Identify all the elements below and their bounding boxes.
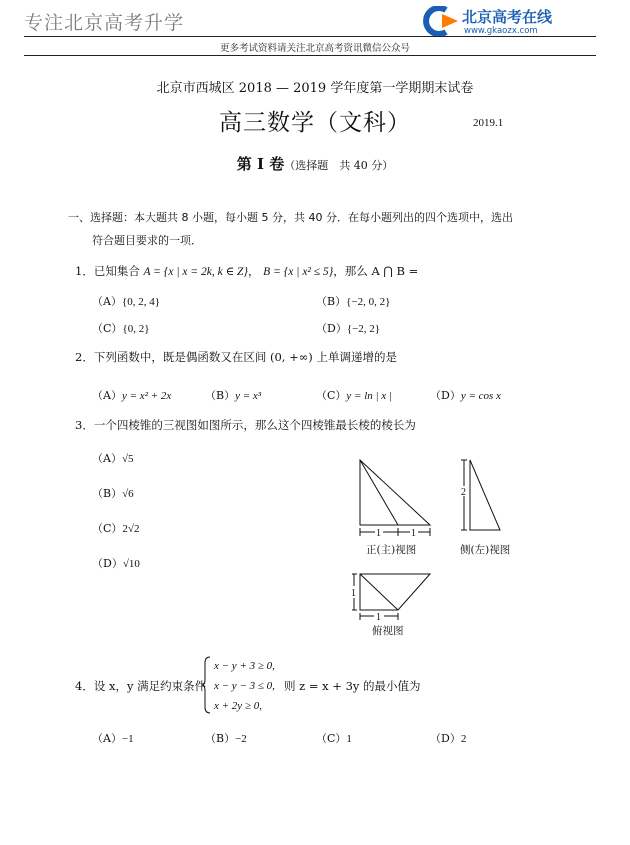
option-text: y = x³ — [235, 390, 262, 402]
constraint-line: x − y + 3 ≥ 0, — [214, 660, 275, 672]
q3-option-b[interactable] — [92, 485, 134, 501]
q4-option-d[interactable] — [430, 730, 466, 746]
q2-option-c[interactable] — [316, 387, 392, 403]
exam-title: 高三数学（文科） — [219, 110, 411, 136]
constraint-brace — [202, 656, 212, 714]
brand-url: www.gkaozx.com — [464, 26, 538, 36]
option-text: {−2, 2} — [346, 323, 381, 335]
option-text: y = x² + 2x — [121, 390, 172, 402]
option-text: 2 — [460, 733, 467, 745]
option-text: −1 — [121, 733, 134, 745]
section-instruction-line2: 符合题目要求的一项． — [92, 234, 202, 247]
stem-sep: ， — [248, 264, 260, 278]
dim-label: 1 — [376, 612, 381, 623]
q4-option-c[interactable] — [316, 730, 352, 746]
dim-label: 2 — [461, 487, 466, 498]
exam-date: 2019.1 — [473, 117, 504, 129]
stem-text: ，那么 A ⋂ B = — [333, 264, 419, 278]
stem-text: 下列函数中，既是偶函数又在区间 (0, +∞) 上单调递增的是 — [93, 350, 397, 364]
option-label: （C） — [316, 389, 347, 402]
option-label: （C） — [92, 322, 123, 335]
part-title: 第 I 卷 — [236, 155, 285, 173]
top-view-label: 俯视图 — [372, 625, 404, 637]
front-view-label: 正(主)视图 — [366, 544, 417, 556]
option-text: y = cos x — [460, 390, 501, 402]
option-label: （D） — [430, 389, 461, 402]
option-text: 1 — [346, 733, 352, 745]
top-view — [352, 574, 430, 620]
stem-text: 设 x，y 满足约束条件 — [93, 679, 207, 693]
question-1-stem — [75, 264, 418, 279]
option-label: （A） — [92, 295, 122, 308]
option-text: {0, 2, 4} — [121, 296, 161, 308]
option-label: （B） — [205, 732, 236, 745]
set-a: A = {x | x = 2k, k ∈ Z} — [143, 266, 249, 278]
question-number: 2． — [75, 350, 94, 364]
option-text: y = ln | x | — [346, 390, 392, 402]
option-label: （B） — [205, 389, 236, 402]
option-text: {−2, 0, 2} — [346, 296, 391, 308]
option-label: （D） — [92, 557, 123, 570]
q1-option-a[interactable] — [92, 293, 160, 309]
stem-text: 已知集合 — [93, 264, 140, 278]
option-label: （D） — [430, 732, 461, 745]
question-4-stem-suffix: 则 z = x + 3y 的最小值为 — [284, 679, 421, 693]
question-number: 1． — [75, 264, 94, 278]
question-3-stem — [75, 418, 416, 432]
side-view-label: 侧(左)视图 — [460, 544, 511, 556]
option-label: （B） — [92, 487, 123, 500]
option-label: （B） — [316, 295, 347, 308]
stem-text: 一个四棱锥的三视图如图所示，那么这个四棱锥最长棱的棱长为 — [93, 418, 416, 432]
dim-label: 1 — [411, 528, 416, 539]
q1-option-c[interactable] — [92, 320, 149, 336]
question-number: 4． — [75, 679, 94, 693]
set-b: B = {x | x² ≤ 5} — [263, 266, 334, 278]
q3-option-d[interactable] — [92, 555, 140, 571]
option-text: √5 — [121, 453, 134, 465]
brand-logo — [418, 6, 578, 40]
q1-option-d[interactable] — [316, 320, 380, 336]
brand-logo-icon — [418, 6, 460, 36]
side-view — [461, 460, 500, 530]
question-2-stem — [75, 350, 397, 364]
option-label: （C） — [316, 732, 347, 745]
constraint-line: x + 2y ≥ 0, — [214, 700, 262, 712]
option-label: （D） — [316, 322, 347, 335]
q4-option-b[interactable] — [205, 730, 247, 746]
header-notice: 更多考试资料请关注北京高考资讯微信公众号 — [219, 43, 410, 54]
dim-label: 1 — [351, 588, 356, 599]
q3-figure — [330, 450, 540, 650]
constraint-system — [214, 656, 275, 716]
brand-name: 北京高考在线 — [462, 8, 553, 26]
option-text: √10 — [122, 558, 140, 570]
q1-option-b[interactable] — [316, 293, 390, 309]
option-text: √6 — [122, 488, 134, 500]
q4-option-a[interactable] — [92, 730, 134, 746]
part-heading — [0, 153, 630, 174]
option-text: −2 — [235, 733, 247, 745]
header-rule-top — [24, 36, 596, 37]
section-instruction-line1: 一、选择题：本大题共 8 小题，每小题 5 分，共 40 分．在每小题列出的四个选项中，选出 — [68, 211, 513, 224]
question-4-stem-prefix — [75, 679, 206, 693]
option-text: 2√2 — [122, 523, 140, 535]
q2-option-a[interactable] — [92, 387, 171, 403]
front-view — [360, 460, 430, 536]
option-label: （A） — [92, 452, 122, 465]
q3-option-c[interactable] — [92, 520, 139, 536]
constraint-line: x − y − 3 ≤ 0, — [214, 680, 275, 692]
header-rule-bottom — [24, 55, 596, 56]
option-label: （A） — [92, 732, 122, 745]
question-number: 3． — [75, 418, 94, 432]
header-slogan: 专注北京高考升学 — [24, 12, 185, 34]
option-text: {0, 2} — [122, 323, 150, 335]
q2-option-d[interactable] — [430, 387, 501, 403]
option-label: （A） — [92, 389, 122, 402]
exam-subtitle: 北京市西城区 2018 — 2019 学年度第一学期期末试卷 — [156, 81, 474, 96]
q3-option-a[interactable] — [92, 450, 134, 466]
option-label: （C） — [92, 522, 123, 535]
q2-option-b[interactable] — [205, 387, 261, 403]
part-note: （选择题 共 40 分） — [284, 159, 394, 172]
dim-label: 1 — [376, 528, 381, 539]
